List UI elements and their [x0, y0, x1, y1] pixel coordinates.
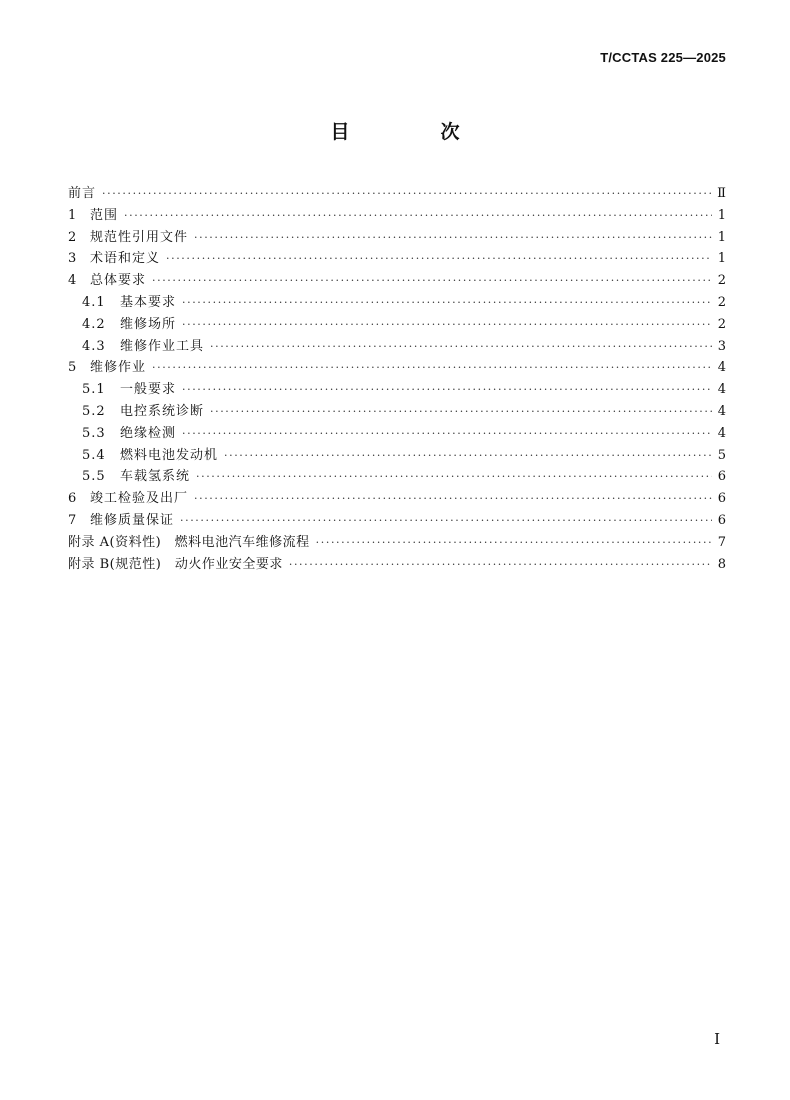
toc-label: 维修作业 — [90, 360, 147, 376]
page-title: 目 次 — [330, 121, 496, 143]
toc-number: 3 — [68, 251, 77, 267]
toc-page-number: 6 — [717, 512, 726, 528]
toc-entry-basic-requirements[interactable] — [68, 292, 726, 314]
toc-label: 绝缘检测 — [120, 425, 177, 441]
toc-entry-ecu-diagnosis[interactable] — [68, 401, 726, 423]
toc-label: 附录 A(资料性) 燃料电池汽车维修流程 — [68, 534, 310, 550]
toc-entry-repair-operations[interactable] — [68, 357, 726, 379]
table-of-contents — [68, 183, 726, 575]
toc-page-number: 4 — [717, 425, 726, 441]
toc-leader — [210, 336, 712, 358]
toc-leader — [196, 466, 712, 488]
toc-label: 维修作业工具 — [120, 338, 205, 354]
toc-number: 5.2 — [82, 403, 106, 419]
toc-label: 车载氢系统 — [120, 469, 191, 485]
toc-leader — [182, 314, 712, 336]
toc-number: 5.1 — [82, 382, 106, 398]
toc-page-number: 2 — [717, 294, 726, 310]
toc-leader — [224, 445, 712, 467]
toc-label: 竣工检验及出厂 — [90, 491, 189, 507]
toc-entry-fuel-cell-engine[interactable] — [68, 445, 726, 467]
toc-leader — [102, 183, 711, 205]
toc-leader — [182, 423, 712, 445]
toc-page-number: 4 — [717, 382, 726, 398]
toc-page-number: 6 — [717, 469, 726, 485]
toc-leader — [182, 292, 712, 314]
toc-number: 4 — [68, 273, 77, 289]
toc-page-number: 4 — [717, 403, 726, 419]
toc-number: 5.3 — [82, 425, 106, 441]
toc-number: 4.2 — [82, 316, 106, 332]
toc-label: 基本要求 — [120, 294, 177, 310]
toc-entry-completion-inspection[interactable] — [68, 488, 726, 510]
toc-label: 术语和定义 — [90, 251, 161, 267]
toc-entry-terms-definitions[interactable] — [68, 248, 726, 270]
toc-label: 规范性引用文件 — [90, 229, 189, 245]
toc-page-number: 2 — [717, 316, 726, 332]
toc-page-number: 6 — [717, 491, 726, 507]
toc-number: 5.4 — [82, 447, 106, 463]
toc-leader — [194, 488, 712, 510]
toc-entry-quality-assurance[interactable] — [68, 510, 726, 532]
toc-leader — [166, 248, 712, 270]
footer-page-number: Ⅰ — [714, 1030, 720, 1048]
toc-number: 4.3 — [82, 338, 106, 354]
toc-page-number: 1 — [717, 207, 726, 223]
toc-label: 附录 B(规范性) 动火作业安全要求 — [68, 556, 283, 572]
toc-entry-normative-references[interactable] — [68, 227, 726, 249]
toc-entry-onboard-hydrogen[interactable] — [68, 466, 726, 488]
toc-page-number: 8 — [717, 556, 726, 572]
toc-label: 维修质量保证 — [90, 512, 175, 528]
toc-number: 6 — [68, 491, 77, 507]
toc-leader — [289, 554, 712, 576]
toc-number: 1 — [68, 207, 77, 223]
toc-entry-repair-site[interactable] — [68, 314, 726, 336]
toc-leader — [194, 227, 712, 249]
toc-leader — [124, 205, 712, 227]
toc-entry-scope[interactable] — [68, 205, 726, 227]
toc-number: 5.5 — [82, 469, 106, 485]
toc-entry-insulation-test[interactable] — [68, 423, 726, 445]
toc-number: 7 — [68, 512, 77, 528]
toc-page-number: 5 — [717, 447, 726, 463]
standard-code: T/CCTAS 225—2025 — [600, 50, 726, 65]
toc-page-number: 7 — [717, 534, 726, 550]
toc-label: 维修场所 — [120, 316, 177, 332]
toc-number: 4.1 — [82, 294, 106, 310]
toc-leader — [316, 532, 712, 554]
toc-page-number: 2 — [717, 273, 726, 289]
toc-entry-general-requirements[interactable] — [68, 270, 726, 292]
toc-entry-general[interactable] — [68, 379, 726, 401]
toc-page-number: 1 — [717, 229, 726, 245]
toc-leader — [152, 357, 712, 379]
toc-label: 范围 — [90, 207, 119, 223]
toc-number: 5 — [68, 360, 77, 376]
toc-page-number: 3 — [717, 338, 726, 354]
toc-label: 前言 — [68, 186, 97, 201]
toc-page-number: Ⅱ — [717, 186, 726, 201]
toc-leader — [210, 401, 712, 423]
toc-label: 燃料电池发动机 — [120, 447, 219, 463]
toc-entry-foreword[interactable] — [68, 183, 726, 205]
toc-label: 电控系统诊断 — [120, 403, 205, 419]
toc-leader — [152, 270, 712, 292]
toc-number: 2 — [68, 229, 77, 245]
toc-leader — [180, 510, 712, 532]
toc-entry-repair-tools[interactable] — [68, 336, 726, 358]
toc-entry-annex-b[interactable] — [68, 554, 726, 576]
toc-leader — [182, 379, 712, 401]
toc-page-number: 4 — [717, 360, 726, 376]
toc-label: 一般要求 — [120, 382, 177, 398]
toc-label: 总体要求 — [90, 273, 147, 289]
toc-page-number: 1 — [717, 251, 726, 267]
toc-entry-annex-a[interactable] — [68, 532, 726, 554]
